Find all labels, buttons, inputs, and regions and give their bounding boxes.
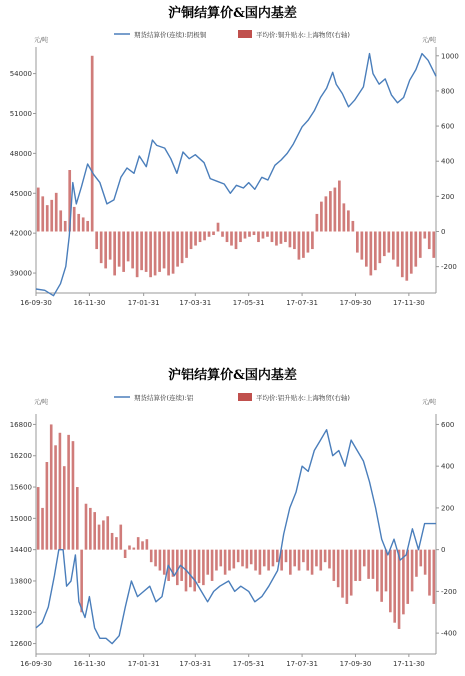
basis-bar (190, 232, 193, 250)
basis-bar (145, 232, 148, 272)
basis-bar (95, 232, 98, 250)
basis-bar (354, 550, 357, 581)
basis-bar (106, 516, 109, 549)
basis-bar (136, 232, 139, 278)
basis-bar (402, 550, 405, 615)
basis-bar (387, 232, 390, 253)
basis-bar (149, 232, 152, 278)
x-tick-label: 17-05-31 (232, 299, 265, 307)
basis-bar (202, 550, 205, 585)
x-tick-label: 17-01-31 (127, 660, 160, 668)
basis-bar (55, 193, 58, 232)
x-tick-label: 17-09-30 (339, 660, 372, 668)
basis-bar (369, 232, 372, 276)
basis-bar (419, 232, 422, 258)
x-tick-label: 16-11-30 (73, 299, 106, 307)
basis-bar (203, 232, 206, 241)
basis-bar (86, 221, 89, 232)
legend-bar-label: 平均价:铝升贴水:上海物贸(右轴) (256, 394, 350, 402)
basis-bar (253, 232, 256, 236)
basis-bar (193, 550, 196, 592)
basis-bar (239, 232, 242, 243)
basis-bar (432, 232, 435, 258)
basis-bar (401, 232, 404, 278)
basis-bar (230, 232, 233, 246)
basis-bar (85, 504, 88, 550)
right-tick-label: 600 (441, 122, 455, 131)
basis-bar (367, 550, 370, 579)
basis-bar (311, 232, 314, 250)
basis-bar (398, 550, 401, 629)
basis-bar (102, 520, 105, 549)
basis-bar (241, 550, 244, 567)
basis-bar (266, 232, 269, 237)
basis-bar (154, 550, 157, 567)
basis-bar (146, 539, 149, 549)
basis-bar (293, 550, 296, 567)
basis-bar (133, 548, 136, 550)
left-axis-unit: 元/吨 (34, 37, 49, 44)
basis-bar (244, 232, 247, 239)
right-tick-label: -200 (441, 587, 457, 596)
right-tick-label: -400 (441, 629, 457, 638)
basis-bar (380, 550, 383, 602)
basis-bar (341, 550, 344, 598)
legend-bar-swatch (238, 393, 252, 401)
basis-bar (385, 550, 388, 592)
x-tick-label: 17-07-31 (286, 660, 318, 668)
x-tick-label: 17-07-31 (286, 299, 318, 307)
basis-bar (224, 550, 227, 575)
basis-bar (150, 550, 153, 563)
x-tick-label: 17-01-31 (127, 299, 160, 307)
basis-bar (185, 232, 188, 258)
basis-bar (276, 550, 279, 563)
copper-chart-svg (0, 0, 465, 320)
copper-chart-panel (0, 0, 465, 320)
basis-bar (50, 200, 53, 232)
legend-bar-label: 平均价:铜升贴水:上海物贸(右轴) (256, 31, 350, 39)
basis-bar (392, 232, 395, 260)
basis-bar (396, 232, 399, 267)
basis-bar (257, 232, 260, 243)
basis-bar (347, 210, 350, 231)
basis-bar (235, 232, 238, 250)
basis-bar (329, 191, 332, 231)
legend-line-label: 期货结算价(连续):铝 (134, 394, 194, 402)
left-tick-label: 16200 (9, 452, 32, 461)
basis-bar (167, 232, 170, 276)
basis-bar (433, 550, 436, 604)
basis-bar (352, 221, 355, 232)
chart-title: 沪铜结算价&国内基差 (168, 6, 297, 21)
basis-bar (208, 232, 211, 237)
basis-bar (298, 550, 301, 571)
basis-bar (293, 232, 296, 250)
left-tick-label: 45000 (9, 189, 32, 198)
basis-bar (100, 232, 103, 264)
basis-bar (194, 232, 197, 246)
basis-bar (141, 541, 144, 549)
basis-bar (104, 232, 107, 269)
right-tick-label: 600 (441, 420, 455, 429)
x-tick-label: 17-11-30 (392, 299, 425, 307)
basis-bar (289, 550, 292, 575)
basis-bar (389, 550, 392, 613)
basis-bar (109, 232, 112, 260)
basis-bar (356, 232, 359, 253)
basis-bar (89, 508, 92, 550)
basis-bar (111, 533, 114, 550)
basis-bar (206, 550, 209, 575)
basis-bar (315, 550, 318, 567)
basis-bar (128, 545, 131, 549)
x-tick-label: 17-05-31 (232, 660, 265, 668)
x-tick-label: 17-09-30 (339, 299, 372, 307)
right-axis-unit: 元/吨 (422, 399, 437, 406)
basis-bar (176, 550, 179, 585)
right-tick-label: 800 (441, 87, 455, 96)
basis-bar (363, 550, 366, 567)
basis-bar (306, 550, 309, 571)
basis-bar (37, 188, 40, 232)
basis-bar (410, 232, 413, 274)
left-tick-label: 12600 (9, 640, 32, 649)
basis-bar (419, 550, 422, 567)
basis-bar (73, 207, 76, 232)
basis-bar (215, 550, 218, 571)
basis-bar (76, 487, 79, 550)
basis-bar (119, 525, 122, 550)
right-tick-label: 400 (441, 157, 455, 166)
basis-bar (64, 221, 67, 232)
basis-bar (159, 550, 162, 571)
basis-bar (211, 550, 214, 581)
x-tick-label: 16-11-30 (73, 660, 106, 668)
left-tick-label: 13800 (9, 577, 32, 586)
basis-bar (46, 462, 49, 550)
right-tick-label: 1000 (441, 52, 459, 61)
basis-bar (113, 232, 116, 276)
basis-bar (163, 232, 166, 269)
left-tick-label: 51000 (9, 109, 32, 118)
basis-bar (259, 550, 262, 575)
basis-bar (54, 445, 57, 549)
basis-bar (414, 232, 417, 267)
basis-bar (324, 550, 327, 563)
basis-bar (246, 550, 249, 569)
basis-bar (360, 232, 363, 260)
basis-bar (50, 424, 53, 549)
basis-bar (41, 196, 44, 231)
basis-bar (275, 232, 278, 246)
legend-bar-swatch (238, 30, 252, 38)
basis-bar (272, 550, 275, 567)
left-tick-label: 48000 (9, 149, 32, 158)
left-axis-unit: 元/吨 (34, 399, 49, 406)
basis-bar (383, 232, 386, 257)
basis-bar (376, 550, 379, 592)
basis-bar (176, 232, 179, 267)
basis-bar (219, 550, 222, 567)
basis-bar (289, 232, 292, 248)
basis-bar (320, 202, 323, 232)
basis-bar (91, 56, 94, 232)
basis-bar (124, 550, 127, 558)
basis-bar (140, 232, 143, 271)
basis-bar (250, 550, 253, 565)
right-tick-label: -200 (441, 263, 457, 272)
basis-bar (359, 550, 362, 581)
basis-bar (118, 232, 121, 267)
basis-bar (415, 550, 418, 577)
left-tick-label: 39000 (9, 269, 32, 278)
right-axis-unit: 元/吨 (422, 37, 437, 44)
basis-bar (325, 196, 328, 231)
left-tick-label: 16800 (9, 420, 32, 429)
basis-bar (115, 537, 118, 550)
x-tick-label: 17-03-31 (179, 299, 212, 307)
x-tick-label: 16-09-30 (20, 299, 52, 307)
right-tick-label: 0 (441, 228, 446, 236)
basis-bar (158, 232, 161, 272)
basis-bar (77, 214, 80, 232)
basis-bar (63, 466, 66, 549)
basis-bar (122, 232, 125, 272)
basis-bar (137, 537, 140, 550)
basis-bar (393, 550, 396, 623)
basis-bar (346, 550, 349, 604)
basis-bar (343, 203, 346, 231)
basis-bar (221, 232, 224, 237)
basis-bar (172, 232, 175, 274)
basis-bar (411, 550, 414, 592)
basis-bar (217, 223, 220, 232)
basis-bar (226, 232, 229, 243)
basis-bar (198, 550, 201, 583)
basis-bar (280, 232, 283, 244)
basis-bar (374, 232, 377, 271)
basis-bar (337, 550, 340, 588)
basis-bar (131, 232, 134, 269)
basis-bar (254, 550, 257, 571)
left-tick-label: 42000 (9, 229, 32, 238)
basis-bar (72, 441, 75, 550)
basis-bar (328, 550, 331, 569)
basis-bar (59, 433, 62, 550)
basis-bar (233, 550, 236, 569)
basis-bar (212, 232, 215, 236)
basis-bar (67, 435, 70, 550)
left-tick-label: 14400 (9, 546, 32, 555)
basis-bar (307, 232, 310, 253)
right-tick-label: 200 (441, 504, 455, 513)
chart-title: 沪铝结算价&国内基差 (168, 368, 297, 383)
basis-bar (285, 550, 288, 563)
right-tick-label: 0 (441, 546, 446, 555)
x-tick-label: 16-09-30 (20, 660, 52, 668)
basis-bar (237, 550, 240, 563)
basis-bar (199, 232, 202, 243)
basis-bar (311, 550, 314, 575)
basis-bar (365, 232, 368, 267)
basis-bar (298, 232, 301, 260)
basis-bar (41, 508, 44, 550)
basis-bar (59, 210, 62, 231)
basis-bar (334, 188, 337, 232)
basis-bar (372, 550, 375, 579)
right-tick-label: 200 (441, 192, 455, 201)
left-tick-label: 15000 (9, 514, 32, 523)
basis-bar (316, 214, 319, 232)
basis-bar (248, 232, 251, 237)
basis-bar (154, 232, 157, 276)
basis-bar (350, 550, 353, 596)
basis-bar (302, 232, 305, 258)
basis-bar (405, 232, 408, 281)
basis-bar (127, 232, 130, 262)
left-tick-label: 13200 (9, 608, 32, 617)
basis-bar (262, 232, 265, 239)
basis-bar (80, 550, 83, 613)
basis-bar (93, 512, 96, 550)
basis-bar (37, 487, 40, 550)
x-tick-label: 17-11-30 (392, 660, 425, 668)
basis-bar (181, 232, 184, 264)
legend-line-label: 期货结算价(连续):阴极铜 (134, 31, 207, 39)
aluminum-chart-svg (0, 356, 465, 676)
basis-bar (267, 550, 270, 571)
basis-bar (98, 525, 101, 550)
basis-bar (263, 550, 266, 567)
basis-bar (302, 550, 305, 563)
x-tick-label: 17-03-31 (179, 660, 212, 668)
basis-bar (189, 550, 192, 588)
basis-bar (333, 550, 336, 581)
basis-bar (378, 232, 381, 264)
basis-bar (423, 232, 426, 239)
basis-bar (284, 232, 287, 243)
basis-bar (82, 217, 85, 231)
basis-bar (228, 550, 231, 571)
left-tick-label: 54000 (9, 70, 32, 79)
basis-bar (428, 550, 431, 596)
basis-bar (46, 205, 49, 231)
aluminum-chart-panel (0, 356, 465, 676)
basis-bar (319, 550, 322, 571)
basis-bar (163, 550, 166, 575)
basis-bar (338, 181, 341, 232)
basis-bar (424, 550, 427, 575)
left-tick-label: 15600 (9, 483, 32, 492)
basis-bar (271, 232, 274, 243)
right-tick-label: 400 (441, 462, 455, 471)
basis-bar (406, 550, 409, 604)
basis-bar (428, 232, 431, 250)
